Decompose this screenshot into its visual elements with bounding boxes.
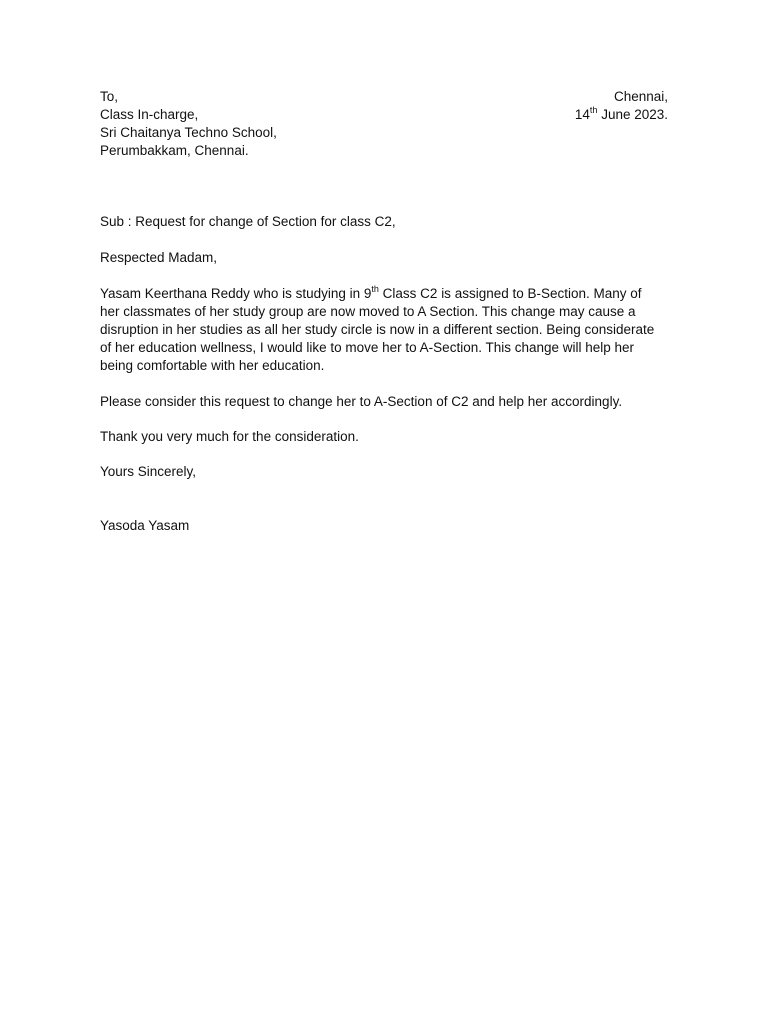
letter-header: [100, 88, 668, 160]
thanks-line: Thank you very much for the consideration.: [100, 429, 359, 444]
date-rest: June 2023.: [597, 107, 668, 122]
signature-name: Yasoda Yasam: [100, 518, 190, 533]
closing-line: Yours Sincerely,: [100, 464, 197, 479]
body-part-2: Class C2 is assigned to B-Section. Many of her classmates of her study group are now moved to A Section. This change may cause a disruption in her studies as all her study circle is now in a different section. Being considerate of her education wellness, I would like to move her to A-Section. This change will help her being comfortable with her education.: [100, 286, 655, 373]
body-paragraph: [100, 285, 662, 375]
class-ordinal-suffix: th: [371, 283, 379, 294]
date-day: 14: [574, 107, 590, 122]
place-date: [575, 88, 668, 124]
salutation: Respected Madam,: [100, 250, 218, 265]
body-part-1: Yasam Keerthana Reddy who is studying in 9: [100, 286, 372, 301]
subject-line: Sub : Request for change of Section for class C2,: [100, 214, 396, 229]
to-line: To,: [100, 89, 119, 104]
place: Chennai,: [613, 89, 668, 104]
recipient-school: Sri Chaitanya Techno School,: [100, 125, 277, 140]
date-suffix: th: [589, 104, 598, 115]
recipient-designation: Class In-charge,: [100, 107, 199, 122]
letter-body: [100, 88, 668, 535]
request-paragraph: Please consider this request to change her to A-Section of C2 and help her accordingly.: [100, 394, 623, 409]
recipient-address: [100, 88, 277, 160]
date: [575, 106, 668, 124]
recipient-address-line: Perumbakkam, Chennai.: [100, 143, 249, 158]
